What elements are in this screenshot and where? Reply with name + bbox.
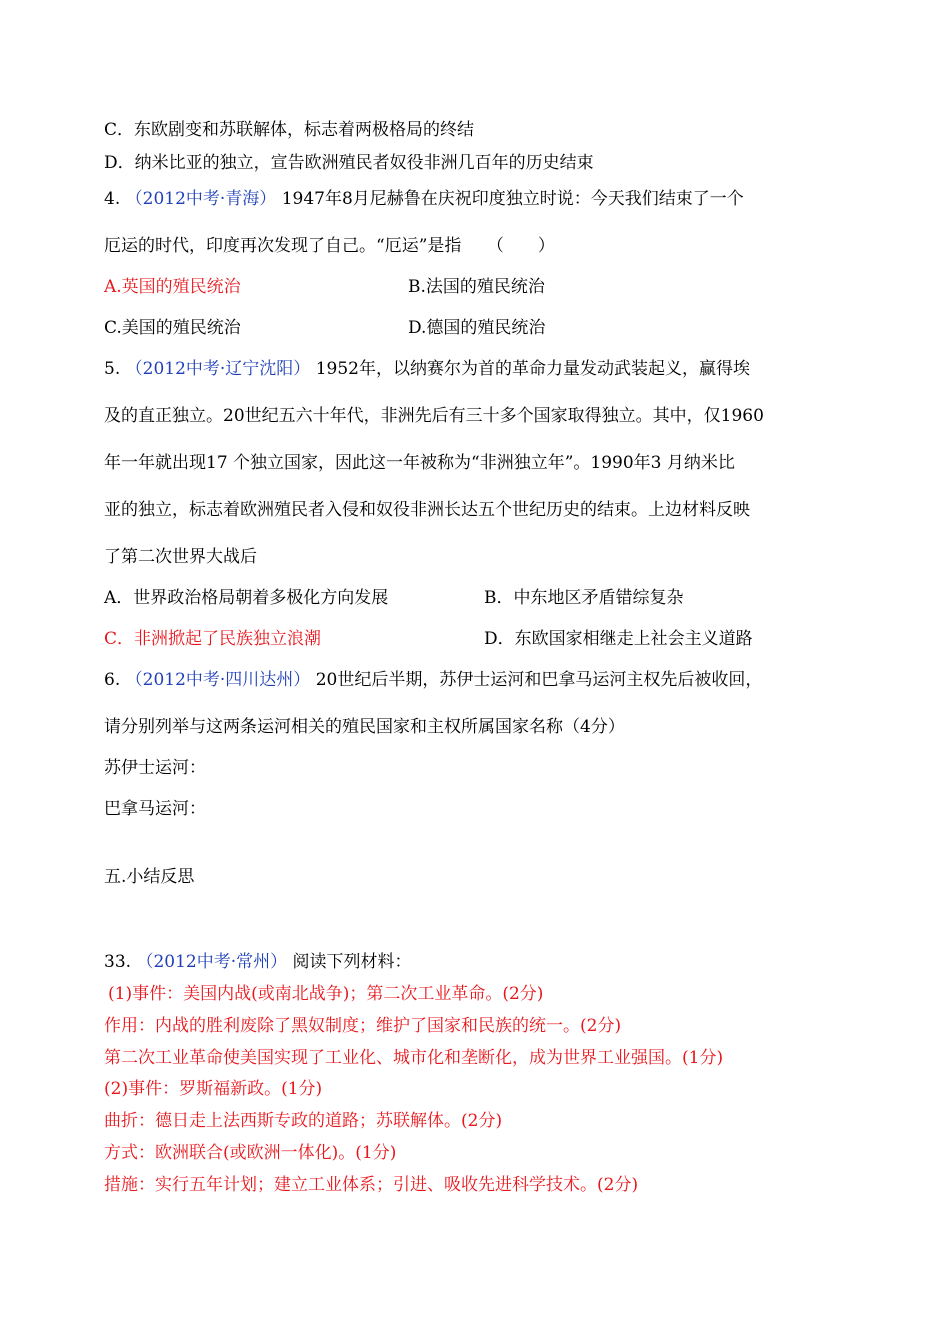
question-number: 4.	[104, 189, 121, 209]
source-tag: （2012中考·四川达州）	[125, 670, 311, 690]
answer-line: 曲折：德日走上法西斯专政的道路；苏联解体。(2分)	[104, 1111, 503, 1131]
q5-stem-line-1	[104, 354, 750, 379]
q33-stem	[104, 947, 412, 972]
q5-option-c: C．非洲掀起了民族独立浪潮	[104, 629, 322, 649]
q5-stem-line-4: 亚的独立，标志着欧洲殖民者入侵和奴役非洲长达五个世纪历史的结束。上边材料反映	[104, 500, 750, 520]
q5-option-a: A．世界政治格局朝着多极化方向发展	[104, 588, 389, 608]
answer-line: 作用：内战的胜利废除了黑奴制度；维护了国家和民族的统一。(2分)	[104, 1016, 622, 1036]
answer-line: 方式：欧洲联合(或欧洲一体化)。(1分)	[104, 1143, 397, 1163]
answer-line: (1)事件：美国内战(或南北战争)；第二次工业革命。(2分)	[108, 984, 544, 1004]
q5-stem-line-3: 年一年就出现17 个独立国家，因此这一年被称为“非洲独立年”。1990年3 月纳米比	[104, 453, 735, 473]
q6-stem-line-2: 请分别列举与这两条运河相关的殖民国家和主权所属国家名称（4分）	[104, 717, 625, 737]
question-number: 5.	[104, 359, 121, 379]
q5-option-d: D．东欧国家相继走上社会主义道路	[484, 629, 753, 649]
source-tag: （2012中考·青海）	[125, 189, 277, 209]
question-number: 6.	[104, 670, 121, 690]
answer-line: 措施：实行五年计划；建立工业体系；引进、吸收先进科学技术。(2分)	[104, 1175, 639, 1195]
answer-line: (2)事件：罗斯福新政。(1分)	[104, 1079, 323, 1099]
q4-option-b: B.法国的殖民统治	[408, 277, 545, 297]
q4-stem-line-1	[104, 184, 744, 209]
question-text: 1947年8月尼赫鲁在庆祝印度独立时说：今天我们结束了一个	[281, 189, 744, 209]
q3-option-d: D．纳米比亚的独立，宣告欧洲殖民者奴役非洲几百年的历史结束	[104, 153, 594, 173]
source-tag: （2012中考·常州）	[136, 952, 288, 972]
source-tag: （2012中考·辽宁沈阳）	[125, 359, 311, 379]
question-text: 1952年，以纳赛尔为首的革命力量发动武装起义，赢得埃	[315, 359, 750, 379]
section-heading: 五.小结反思	[104, 867, 195, 887]
q4-stem-line-2: 厄运的时代，印度再次发现了自己。“厄运”是指 （ ）	[104, 236, 555, 256]
q4-option-a: A.英国的殖民统治	[104, 277, 241, 297]
question-text: 20世纪后半期，苏伊士运河和巴拿马运河主权先后被收回，	[315, 670, 763, 690]
q5-option-b: B．中东地区矛盾错综复杂	[484, 588, 684, 608]
q4-option-c: C.美国的殖民统治	[104, 318, 241, 338]
q6-stem-line-1	[104, 665, 762, 690]
q4-option-d: D.德国的殖民统治	[408, 318, 546, 338]
q5-stem-line-2: 及的直正独立。20世纪五六十年代，非洲先后有三十多个国家取得独立。其中，仅1960	[104, 406, 764, 426]
q6-panama-canal: 巴拿马运河：	[104, 799, 206, 819]
answer-line: 第二次工业革命使美国实现了工业化、城市化和垄断化，成为世界工业强国。(1分)	[104, 1048, 724, 1068]
q5-stem-line-5: 了第二次世界大战后	[104, 547, 257, 567]
q6-suez-canal: 苏伊士运河：	[104, 758, 206, 778]
question-text: 阅读下列材料：	[292, 952, 412, 972]
question-number: 33.	[104, 952, 132, 972]
q3-option-c: C．东欧剧变和苏联解体，标志着两极格局的终结	[104, 120, 475, 140]
